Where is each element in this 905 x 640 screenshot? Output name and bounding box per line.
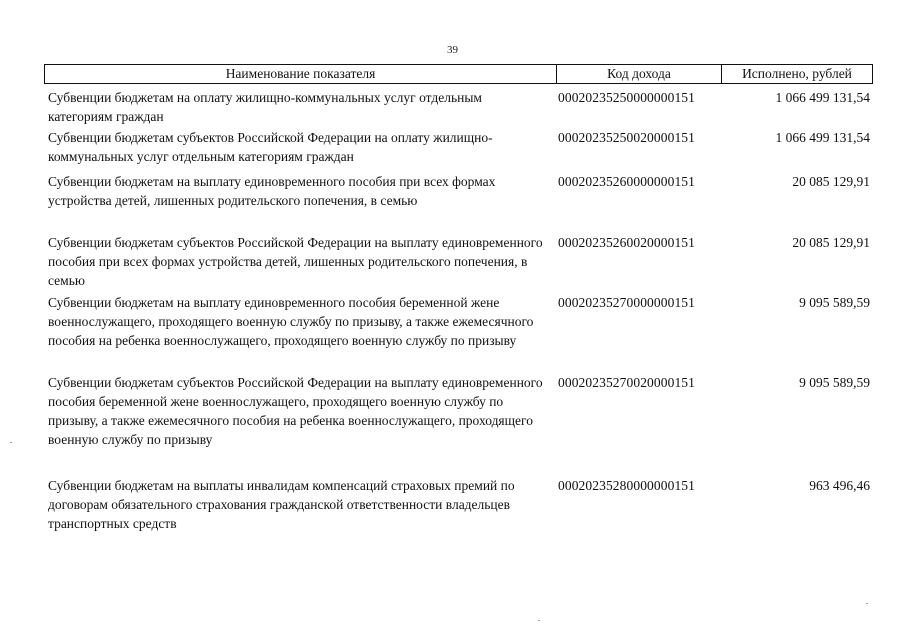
header-name: Наименование показателя (45, 65, 557, 83)
row-amount: 963 496,46 (809, 478, 870, 493)
scan-speck (10, 442, 12, 443)
row-code: 00020235260020000151 (558, 235, 695, 250)
row-code: 00020235250020000151 (558, 130, 695, 145)
row-amount: 20 085 129,91 (792, 235, 870, 250)
row-amount: 1 066 499 131,54 (775, 90, 870, 105)
row-name: Субвенции бюджетам на выплату единовременного пособия при всех формах устройства детей, лишенных родительского попечения, в семью (48, 174, 496, 208)
row-amount: 9 095 589,59 (799, 295, 870, 310)
row-name: Субвенции бюджетам на выплату единовременного пособия беременной жене военнослужащего, проходящего военную службу по призыву, а также ежемесячного пособия на ребенка военнослужащего, проходящего военную службу по призыву (48, 295, 534, 348)
row-code: 00020235280000000151 (558, 478, 695, 493)
scan-speck (538, 620, 540, 621)
row-name: Субвенции бюджетам субъектов Российской Федерации на выплату единовременного пособия при всех формах устройства детей, лишенных родительского попечения, в семью (48, 235, 543, 288)
row-code: 00020235270000000151 (558, 295, 695, 310)
row-name: Субвенции бюджетам субъектов Российской Федерации на оплату жилищно-коммунальных услуг отдельным категориям граждан (48, 130, 493, 164)
row-name: Субвенции бюджетам на выплаты инвалидам компенсаций страховых премий по договорам обязательного страхования гражданской ответственности владельцев транспортных средств (48, 478, 515, 531)
row-amount: 1 066 499 131,54 (775, 130, 870, 145)
table-header (44, 64, 873, 84)
row-name: Субвенции бюджетам на оплату жилищно-коммунальных услуг отдельным категориям граждан (48, 90, 482, 124)
header-amount: Исполнено, рублей (742, 66, 852, 81)
page-number: 39 (447, 44, 458, 56)
row-code: 00020235270020000151 (558, 375, 695, 390)
row-amount: 20 085 129,91 (792, 174, 870, 189)
row-name: Субвенции бюджетам субъектов Российской Федерации на выплату единовременного пособия беременной жене военнослужащего, проходящего военную службу по призыву, а также ежемесячного пособия на ребенка военнослужащего, проходящего военную службу по призыву (48, 375, 543, 447)
row-code: 00020235250000000151 (558, 90, 695, 105)
header-code: Код дохода (557, 65, 722, 83)
row-amount: 9 095 589,59 (799, 375, 870, 390)
scan-speck (866, 603, 868, 604)
row-code: 00020235260000000151 (558, 174, 695, 189)
